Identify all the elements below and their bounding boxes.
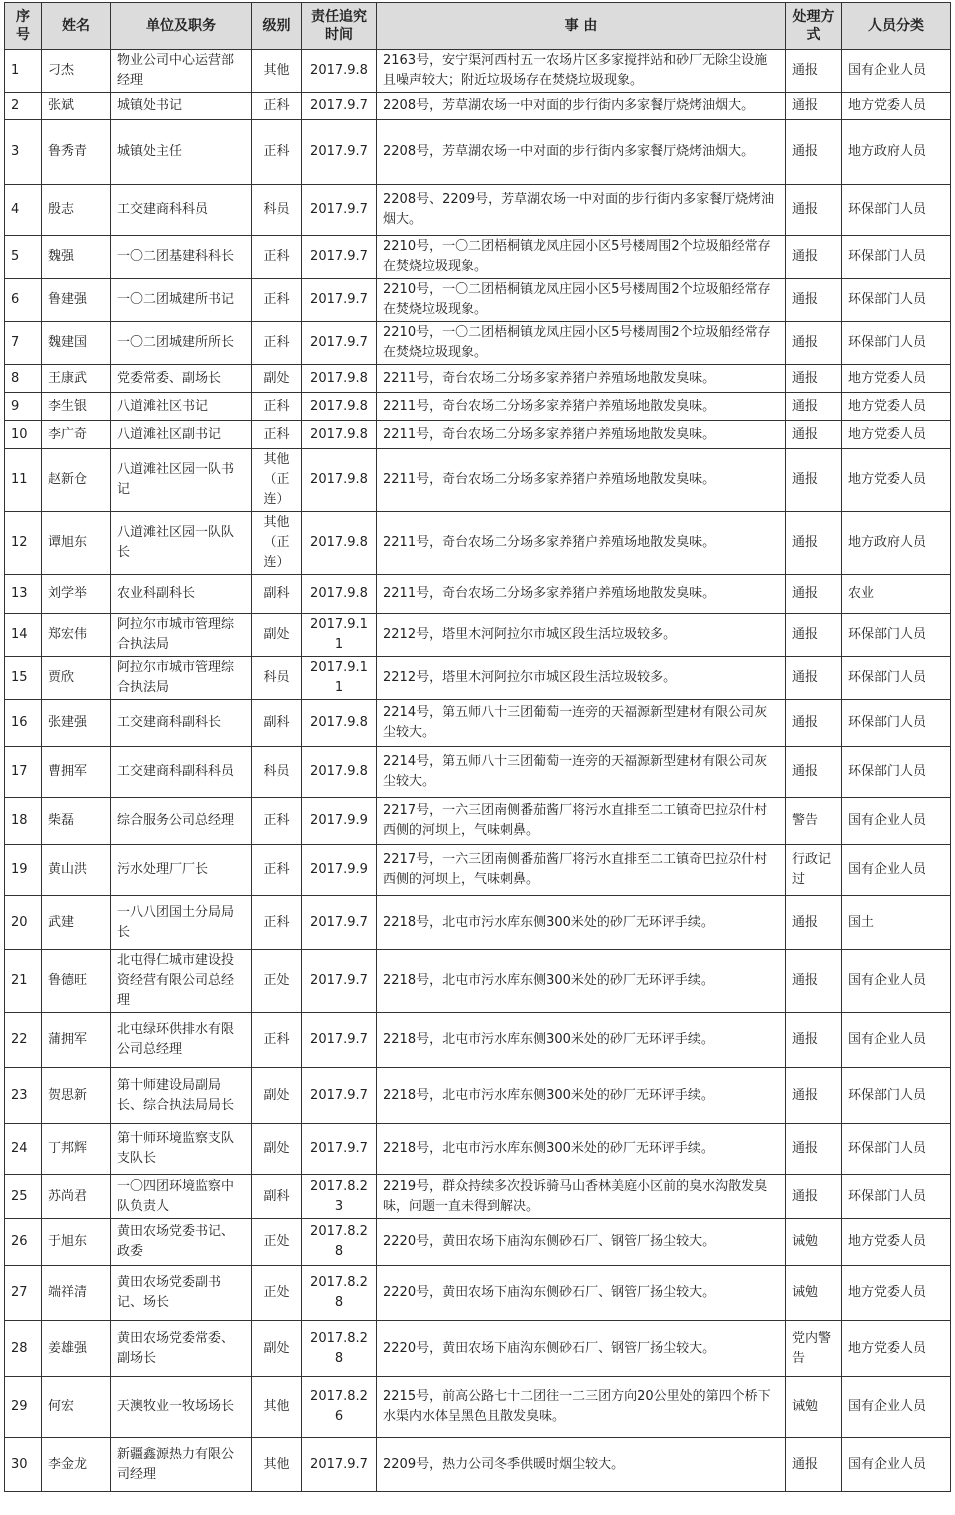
cell-date: 2017.9.9	[302, 845, 377, 896]
cell-index: 24	[5, 1124, 42, 1175]
cell-category: 环保部门人员	[842, 614, 951, 657]
cell-action: 通报	[786, 512, 842, 575]
cell-index: 20	[5, 896, 42, 950]
cell-index: 22	[5, 1013, 42, 1068]
cell-level: 科员	[252, 747, 302, 798]
cell-category: 地方党委人员	[842, 365, 951, 393]
header-unit-position: 单位及职务	[111, 3, 252, 50]
cell-date: 2017.9.7	[302, 93, 377, 120]
cell-category: 环保部门人员	[842, 1068, 951, 1124]
cell-unit-position: 北屯绿环供排水有限公司总经理	[111, 1013, 252, 1068]
cell-unit-position: 第十师建设局副局长、综合执法局局长	[111, 1068, 252, 1124]
cell-unit-position: 工交建商科副科长	[111, 700, 252, 747]
cell-action: 党内警告	[786, 1321, 842, 1377]
cell-name: 武建	[42, 896, 111, 950]
cell-unit-position: 城镇处主任	[111, 120, 252, 185]
cell-action: 行政记过	[786, 845, 842, 896]
cell-action: 通报	[786, 700, 842, 747]
cell-unit-position: 八道滩社区书记	[111, 393, 252, 421]
cell-category: 国有企业人员	[842, 1438, 951, 1492]
cell-index: 2	[5, 93, 42, 120]
cell-unit-position: 综合服务公司总经理	[111, 798, 252, 845]
cell-category: 环保部门人员	[842, 279, 951, 322]
cell-reason: 2220号，黄田农场下庙沟东侧砂石厂、钢管厂扬尘较大。	[377, 1266, 786, 1321]
cell-index: 1	[5, 50, 42, 93]
cell-unit-position: 工交建商科科员	[111, 185, 252, 236]
cell-level: 副处	[252, 365, 302, 393]
cell-unit-position: 新疆鑫源热力有限公司经理	[111, 1438, 252, 1492]
cell-level: 其他	[252, 50, 302, 93]
cell-reason: 2212号，塔里木河阿拉尔市城区段生活垃圾较多。	[377, 614, 786, 657]
cell-name: 曹拥军	[42, 747, 111, 798]
table-row	[5, 279, 951, 322]
cell-index: 23	[5, 1068, 42, 1124]
cell-unit-position: 一〇二团城建所书记	[111, 279, 252, 322]
table-row	[5, 120, 951, 185]
table-row	[5, 614, 951, 657]
cell-date: 2017.9.7	[302, 950, 377, 1013]
header-row	[5, 3, 951, 50]
cell-index: 28	[5, 1321, 42, 1377]
cell-unit-position: 一〇二团基建科科长	[111, 236, 252, 279]
cell-category: 环保部门人员	[842, 1175, 951, 1219]
cell-index: 21	[5, 950, 42, 1013]
cell-name: 刘学举	[42, 575, 111, 614]
cell-action: 通报	[786, 236, 842, 279]
cell-date: 2017.9.7	[302, 236, 377, 279]
cell-level: 其他（正连）	[252, 512, 302, 575]
cell-level: 副科	[252, 575, 302, 614]
cell-reason: 2211号，奇台农场二分场多家养猪户养殖场地散发臭味。	[377, 421, 786, 449]
cell-reason: 2219号，群众持续多次投诉骑马山香林美庭小区前的臭水沟散发臭味，问题一直未得到解决。	[377, 1175, 786, 1219]
header-action: 处理方式	[786, 3, 842, 50]
cell-unit-position: 阿拉尔市城市管理综合执法局	[111, 657, 252, 700]
cell-date: 2017.9.7	[302, 896, 377, 950]
cell-unit-position: 污水处理厂厂长	[111, 845, 252, 896]
cell-index: 10	[5, 421, 42, 449]
cell-action: 通报	[786, 1068, 842, 1124]
cell-reason: 2218号，北屯市污水库东侧300米处的砂厂无环评手续。	[377, 1124, 786, 1175]
table-row	[5, 845, 951, 896]
cell-category: 地方党委人员	[842, 393, 951, 421]
cell-reason: 2211号，奇台农场二分场多家养猪户养殖场地散发臭味。	[377, 365, 786, 393]
table-row	[5, 1124, 951, 1175]
cell-level: 正科	[252, 393, 302, 421]
table-row	[5, 449, 951, 512]
cell-unit-position: 物业公司中心运营部经理	[111, 50, 252, 93]
cell-date: 2017.8.26	[302, 1377, 377, 1438]
cell-date: 2017.9.7	[302, 1124, 377, 1175]
cell-name: 蒲拥军	[42, 1013, 111, 1068]
table-row	[5, 1013, 951, 1068]
cell-name: 李生银	[42, 393, 111, 421]
cell-action: 通报	[786, 950, 842, 1013]
cell-index: 4	[5, 185, 42, 236]
cell-level: 正科	[252, 279, 302, 322]
cell-name: 李广奇	[42, 421, 111, 449]
cell-reason: 2210号，一〇二团梧桐镇龙凤庄园小区5号楼周围2个垃圾船经常存在焚烧垃圾现象。	[377, 236, 786, 279]
cell-level: 正科	[252, 93, 302, 120]
cell-level: 其他	[252, 1438, 302, 1492]
cell-unit-position: 阿拉尔市城市管理综合执法局	[111, 614, 252, 657]
cell-reason: 2210号，一〇二团梧桐镇龙凤庄园小区5号楼周围2个垃圾船经常存在焚烧垃圾现象。	[377, 279, 786, 322]
cell-name: 张建强	[42, 700, 111, 747]
cell-level: 科员	[252, 657, 302, 700]
table-row	[5, 575, 951, 614]
cell-category: 地方党委人员	[842, 449, 951, 512]
cell-index: 18	[5, 798, 42, 845]
cell-index: 5	[5, 236, 42, 279]
cell-action: 通报	[786, 93, 842, 120]
cell-date: 2017.9.7	[302, 322, 377, 365]
header-index: 序号	[5, 3, 42, 50]
cell-reason: 2214号，第五师八十三团葡萄一连旁的天福源新型建材有限公司灰尘较大。	[377, 700, 786, 747]
cell-action: 诫勉	[786, 1377, 842, 1438]
cell-category: 环保部门人员	[842, 185, 951, 236]
cell-date: 2017.8.28	[302, 1321, 377, 1377]
cell-action: 通报	[786, 1438, 842, 1492]
cell-action: 通报	[786, 1013, 842, 1068]
cell-name: 郑宏伟	[42, 614, 111, 657]
cell-unit-position: 八道滩社区园一队队长	[111, 512, 252, 575]
cell-reason: 2214号，第五师八十三团葡萄一连旁的天福源新型建材有限公司灰尘较大。	[377, 747, 786, 798]
cell-action: 通报	[786, 1175, 842, 1219]
cell-name: 丁邦辉	[42, 1124, 111, 1175]
cell-name: 鲁建强	[42, 279, 111, 322]
table-row	[5, 896, 951, 950]
cell-name: 姜雄强	[42, 1321, 111, 1377]
cell-category: 地方党委人员	[842, 1321, 951, 1377]
cell-unit-position: 第十师环境监察支队支队长	[111, 1124, 252, 1175]
cell-level: 正科	[252, 845, 302, 896]
cell-reason: 2218号，北屯市污水库东侧300米处的砂厂无环评手续。	[377, 950, 786, 1013]
cell-level: 正科	[252, 322, 302, 365]
cell-reason: 2209号，热力公司冬季供暖时烟尘较大。	[377, 1438, 786, 1492]
table-row	[5, 393, 951, 421]
cell-category: 环保部门人员	[842, 322, 951, 365]
cell-category: 地方政府人员	[842, 120, 951, 185]
cell-action: 通报	[786, 279, 842, 322]
table-row	[5, 1068, 951, 1124]
cell-name: 黄山洪	[42, 845, 111, 896]
cell-unit-position: 一〇二团城建所所长	[111, 322, 252, 365]
table-row	[5, 657, 951, 700]
cell-level: 副处	[252, 1124, 302, 1175]
cell-level: 正科	[252, 896, 302, 950]
cell-category: 地方党委人员	[842, 1219, 951, 1266]
cell-category: 国有企业人员	[842, 798, 951, 845]
header-level: 级别	[252, 3, 302, 50]
cell-level: 其他	[252, 1377, 302, 1438]
cell-reason: 2217号，一六三团南侧番茄酱厂将污水直排至二工镇奇巴拉尕什村西侧的河坝上，气味刺鼻。	[377, 798, 786, 845]
cell-reason: 2211号，奇台农场二分场多家养猪户养殖场地散发臭味。	[377, 449, 786, 512]
cell-action: 通报	[786, 365, 842, 393]
cell-category: 地方政府人员	[842, 512, 951, 575]
cell-name: 贺思新	[42, 1068, 111, 1124]
cell-date: 2017.8.28	[302, 1266, 377, 1321]
cell-category: 国土	[842, 896, 951, 950]
cell-reason: 2220号，黄田农场下庙沟东侧砂石厂、钢管厂扬尘较大。	[377, 1321, 786, 1377]
cell-level: 正科	[252, 236, 302, 279]
cell-category: 环保部门人员	[842, 236, 951, 279]
cell-unit-position: 黄田农场党委书记、政委	[111, 1219, 252, 1266]
cell-date: 2017.9.11	[302, 657, 377, 700]
header-reason: 事 由	[377, 3, 786, 50]
table-row	[5, 512, 951, 575]
cell-index: 29	[5, 1377, 42, 1438]
cell-unit-position: 北屯得仁城市建设投资经营有限公司总经理	[111, 950, 252, 1013]
cell-date: 2017.9.8	[302, 393, 377, 421]
cell-name: 鲁秀青	[42, 120, 111, 185]
cell-index: 26	[5, 1219, 42, 1266]
cell-date: 2017.9.7	[302, 1068, 377, 1124]
cell-date: 2017.9.7	[302, 120, 377, 185]
cell-action: 通报	[786, 449, 842, 512]
cell-name: 柴磊	[42, 798, 111, 845]
cell-date: 2017.9.8	[302, 421, 377, 449]
cell-category: 国有企业人员	[842, 845, 951, 896]
cell-category: 国有企业人员	[842, 1013, 951, 1068]
table-row	[5, 1266, 951, 1321]
cell-reason: 2208号，芳草湖农场一中对面的步行街内多家餐厅烧烤油烟大。	[377, 93, 786, 120]
table-row	[5, 93, 951, 120]
cell-reason: 2220号，黄田农场下庙沟东侧砂石厂、钢管厂扬尘较大。	[377, 1219, 786, 1266]
table-row	[5, 950, 951, 1013]
cell-name: 端祥清	[42, 1266, 111, 1321]
cell-unit-position: 党委常委、副场长	[111, 365, 252, 393]
cell-date: 2017.9.7	[302, 185, 377, 236]
cell-name: 魏强	[42, 236, 111, 279]
cell-date: 2017.9.8	[302, 700, 377, 747]
table-row	[5, 185, 951, 236]
cell-level: 正处	[252, 950, 302, 1013]
cell-level: 其他（正连）	[252, 449, 302, 512]
cell-index: 30	[5, 1438, 42, 1492]
cell-unit-position: 城镇处书记	[111, 93, 252, 120]
cell-level: 正科	[252, 798, 302, 845]
cell-unit-position: 黄田农场党委常委、副场长	[111, 1321, 252, 1377]
cell-unit-position: 农业科副科长	[111, 575, 252, 614]
cell-index: 13	[5, 575, 42, 614]
cell-date: 2017.9.11	[302, 614, 377, 657]
cell-reason: 2215号，前高公路七十二团往一二三团方向20公里处的第四个桥下水渠内水体呈黑色且散发臭味。	[377, 1377, 786, 1438]
cell-name: 何宏	[42, 1377, 111, 1438]
table-row	[5, 1377, 951, 1438]
cell-level: 科员	[252, 185, 302, 236]
cell-action: 通报	[786, 393, 842, 421]
cell-action: 通报	[786, 185, 842, 236]
cell-action: 诫勉	[786, 1219, 842, 1266]
cell-action: 通报	[786, 120, 842, 185]
cell-level: 副处	[252, 1068, 302, 1124]
cell-index: 11	[5, 449, 42, 512]
cell-index: 14	[5, 614, 42, 657]
cell-name: 殷志	[42, 185, 111, 236]
cell-category: 地方党委人员	[842, 1266, 951, 1321]
cell-reason: 2211号，奇台农场二分场多家养猪户养殖场地散发臭味。	[377, 575, 786, 614]
cell-level: 正科	[252, 421, 302, 449]
cell-name: 刁杰	[42, 50, 111, 93]
cell-name: 王康武	[42, 365, 111, 393]
cell-unit-position: 工交建商科副科科员	[111, 747, 252, 798]
cell-index: 25	[5, 1175, 42, 1219]
table-row	[5, 1175, 951, 1219]
cell-action: 通报	[786, 896, 842, 950]
cell-reason: 2208号、2209号，芳草湖农场一中对面的步行街内多家餐厅烧烤油烟大。	[377, 185, 786, 236]
cell-reason: 2218号，北屯市污水库东侧300米处的砂厂无环评手续。	[377, 1068, 786, 1124]
cell-action: 通报	[786, 322, 842, 365]
cell-category: 国有企业人员	[842, 50, 951, 93]
cell-category: 环保部门人员	[842, 1124, 951, 1175]
cell-reason: 2208号，芳草湖农场一中对面的步行街内多家餐厅烧烤油烟大。	[377, 120, 786, 185]
cell-level: 副处	[252, 1321, 302, 1377]
header-category: 人员分类	[842, 3, 951, 50]
cell-level: 正处	[252, 1219, 302, 1266]
cell-name: 魏建国	[42, 322, 111, 365]
cell-unit-position: 黄田农场党委副书记、场长	[111, 1266, 252, 1321]
cell-date: 2017.9.8	[302, 449, 377, 512]
cell-category: 国有企业人员	[842, 950, 951, 1013]
table-row	[5, 1438, 951, 1492]
cell-date: 2017.8.23	[302, 1175, 377, 1219]
cell-index: 27	[5, 1266, 42, 1321]
cell-name: 谭旭东	[42, 512, 111, 575]
header-date: 责任追究时间	[302, 3, 377, 50]
cell-level: 正科	[252, 1013, 302, 1068]
cell-action: 诫勉	[786, 1266, 842, 1321]
cell-index: 19	[5, 845, 42, 896]
cell-reason: 2211号，奇台农场二分场多家养猪户养殖场地散发臭味。	[377, 393, 786, 421]
cell-index: 3	[5, 120, 42, 185]
table-row	[5, 365, 951, 393]
cell-reason: 2218号，北屯市污水库东侧300米处的砂厂无环评手续。	[377, 1013, 786, 1068]
cell-date: 2017.9.8	[302, 747, 377, 798]
cell-level: 副科	[252, 700, 302, 747]
cell-date: 2017.9.7	[302, 1013, 377, 1068]
table-row	[5, 421, 951, 449]
cell-date: 2017.9.9	[302, 798, 377, 845]
cell-action: 通报	[786, 747, 842, 798]
cell-date: 2017.9.8	[302, 50, 377, 93]
table-row	[5, 236, 951, 279]
cell-reason: 2217号，一六三团南侧番茄酱厂将污水直排至二工镇奇巴拉尕什村西侧的河坝上，气味刺鼻。	[377, 845, 786, 896]
cell-index: 12	[5, 512, 42, 575]
cell-level: 副科	[252, 1175, 302, 1219]
cell-index: 6	[5, 279, 42, 322]
cell-date: 2017.9.8	[302, 575, 377, 614]
cell-category: 环保部门人员	[842, 700, 951, 747]
cell-name: 于旭东	[42, 1219, 111, 1266]
cell-reason: 2163号，安宁渠河西村五一农场片区多家搅拌站和砂厂无除尘设施且噪声较大；附近垃圾场存在焚烧垃圾现象。	[377, 50, 786, 93]
cell-unit-position: 天澳牧业一牧场场长	[111, 1377, 252, 1438]
table-row	[5, 50, 951, 93]
cell-name: 赵新仓	[42, 449, 111, 512]
cell-index: 16	[5, 700, 42, 747]
table-row	[5, 1321, 951, 1377]
cell-category: 环保部门人员	[842, 657, 951, 700]
cell-date: 2017.9.8	[302, 512, 377, 575]
cell-action: 通报	[786, 1124, 842, 1175]
cell-unit-position: 八道滩社区副书记	[111, 421, 252, 449]
cell-category: 地方党委人员	[842, 421, 951, 449]
cell-name: 苏尚君	[42, 1175, 111, 1219]
cell-reason: 2210号，一〇二团梧桐镇龙凤庄园小区5号楼周围2个垃圾船经常存在焚烧垃圾现象。	[377, 322, 786, 365]
header-name: 姓名	[42, 3, 111, 50]
cell-date: 2017.9.7	[302, 279, 377, 322]
cell-level: 副处	[252, 614, 302, 657]
cell-name: 张斌	[42, 93, 111, 120]
cell-action: 警告	[786, 798, 842, 845]
table-row	[5, 700, 951, 747]
cell-action: 通报	[786, 657, 842, 700]
cell-category: 地方党委人员	[842, 93, 951, 120]
cell-unit-position: 一八八团国土分局局长	[111, 896, 252, 950]
cell-name: 李金龙	[42, 1438, 111, 1492]
cell-action: 通报	[786, 575, 842, 614]
cell-date: 2017.8.28	[302, 1219, 377, 1266]
cell-index: 9	[5, 393, 42, 421]
cell-category: 国有企业人员	[842, 1377, 951, 1438]
cell-category: 农业	[842, 575, 951, 614]
table-row	[5, 1219, 951, 1266]
cell-index: 7	[5, 322, 42, 365]
cell-level: 正科	[252, 120, 302, 185]
cell-action: 通报	[786, 421, 842, 449]
cell-action: 通报	[786, 614, 842, 657]
table-row	[5, 747, 951, 798]
cell-date: 2017.9.8	[302, 365, 377, 393]
table-row	[5, 798, 951, 845]
cell-unit-position: 一〇四团环境监察中队负责人	[111, 1175, 252, 1219]
cell-name: 贾欣	[42, 657, 111, 700]
cell-index: 15	[5, 657, 42, 700]
cell-reason: 2212号，塔里木河阿拉尔市城区段生活垃圾较多。	[377, 657, 786, 700]
table-row	[5, 322, 951, 365]
cell-level: 正处	[252, 1266, 302, 1321]
cell-name: 鲁德旺	[42, 950, 111, 1013]
cell-reason: 2211号，奇台农场二分场多家养猪户养殖场地散发臭味。	[377, 512, 786, 575]
cell-reason: 2218号，北屯市污水库东侧300米处的砂厂无环评手续。	[377, 896, 786, 950]
cell-date: 2017.9.7	[302, 1438, 377, 1492]
accountability-table	[4, 2, 951, 1492]
cell-unit-position: 八道滩社区园一队书记	[111, 449, 252, 512]
cell-index: 8	[5, 365, 42, 393]
cell-category: 环保部门人员	[842, 747, 951, 798]
cell-index: 17	[5, 747, 42, 798]
cell-action: 通报	[786, 50, 842, 93]
